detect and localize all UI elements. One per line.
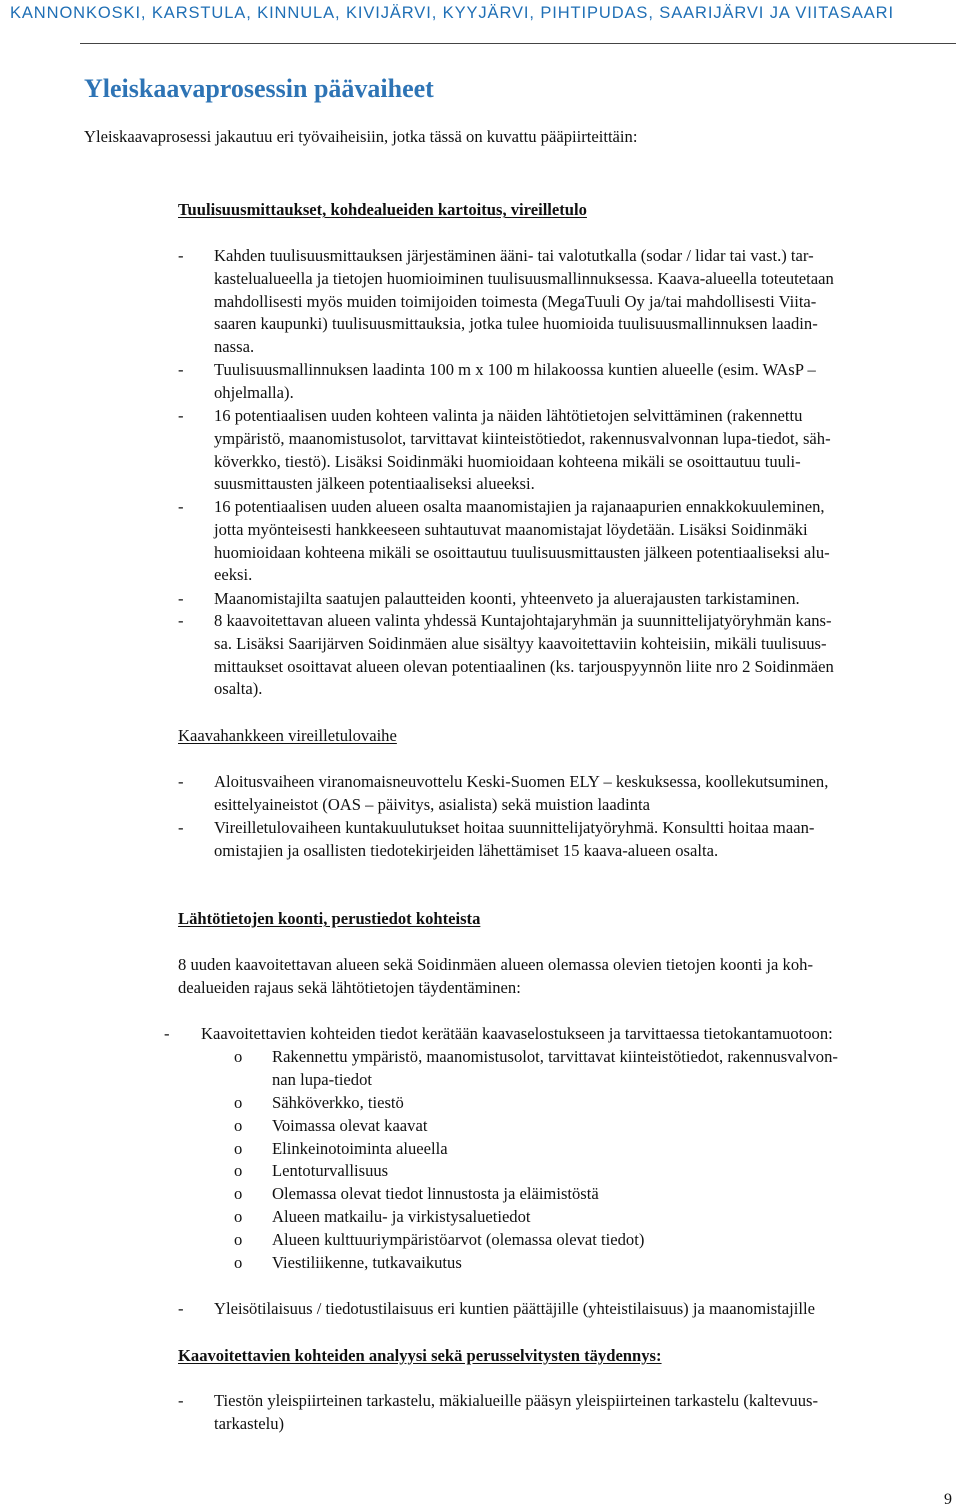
- sub-list-item-text: Alueen kulttuuriympäristöarvot (olemassa olevat tiedot): [272, 1230, 645, 1249]
- list-item-text: Kaavoitettavien kohteiden tiedot kerätään kaavaselostukseen ja tarvittaessa tietokantamuotoon:: [201, 1024, 833, 1043]
- section-heading-initiation: Kaavahankkeen vireilletulovaihe: [178, 726, 397, 745]
- text-line: nassa.: [214, 337, 255, 357]
- text-line: suusmittausten jälkeen potentiaaliseksi alueeksi.: [214, 474, 535, 494]
- sub-list-item: [234, 1206, 954, 1229]
- text-line: huomioidaan kohteena mikäli se osoittautuu tuulisuusmittausten jälkeen potentiaaliseksi alu-: [214, 542, 830, 562]
- section-heading-measurements: Tuulisuusmittaukset, kohdealueiden kartoitus, vireilletulo: [178, 200, 587, 219]
- header-divider: [80, 43, 956, 44]
- list-item: [164, 1023, 960, 1046]
- text-line: omistajien ja osallisten tiedotekirjeiden lähettämiset 15 kaava-alueen osalta.: [214, 840, 719, 860]
- sub-list-item: [234, 1160, 954, 1183]
- list-item: [178, 610, 958, 701]
- list-item: [178, 1298, 958, 1321]
- text-line: ympäristö, maanomistusolot, tarvittavat kiinteistötiedot, rakennusvalvonnan lupa-tiedot, säh-: [214, 428, 831, 448]
- text-line: sa. Lisäksi Saarijärven Soidinmäen alue sisältyy kaavoitettaviin kohteisiin, mikäli tuulisuus-: [214, 633, 827, 653]
- section-heading-analysis: Kaavoitettavien kohteiden analyysi sekä perusselvitysten täydennys:: [178, 1346, 662, 1365]
- sub-list-item-text: Olemassa olevat tiedot linnustosta ja eläimistöstä: [272, 1184, 599, 1203]
- text-line: 8 kaavoitettavan alueen valinta yhdessä Kuntajohtajaryhmän ja suunnittelijatyöryhmän kans-: [214, 611, 832, 630]
- text-line: 8 uuden kaavoitettavan alueen sekä Soidinmäen alueen olemassa olevien tietojen koonti ja koh-: [178, 955, 813, 974]
- sub-list-item-text: [272, 1046, 954, 1092]
- text-line: osalta).: [214, 679, 263, 699]
- list-item: [178, 359, 958, 405]
- list-item-text: [214, 245, 958, 359]
- bullet-marker: o: [234, 1139, 243, 1158]
- text-line: Tuulisuusmallinnuksen laadinta 100 m x 100 m hilakoossa kuntien alueelle (esim. WAsP –: [214, 360, 816, 379]
- text-line: Kahden tuulisuusmittauksen järjestäminen ääni- tai valotutkalla (sodar / lidar tai vast.) tar-: [214, 246, 814, 265]
- bullet-marker: o: [234, 1207, 243, 1226]
- sub-list-item-text: Elinkeinotoiminta alueella: [272, 1139, 448, 1158]
- intro-paragraph: Yleiskaavaprosessi jakautuu eri työvaiheisiin, jotka tässä on kuvattu pääpiirteittäin:: [84, 127, 638, 146]
- dash-marker: -: [178, 772, 184, 791]
- dash-marker: -: [178, 611, 184, 630]
- sub-list-item: [234, 1183, 954, 1206]
- text-line: Aloitusvaiheen viranomaisneuvottelu Keski-Suomen ELY – keskuksessa, koollekutsuminen,: [214, 772, 829, 791]
- dash-marker: -: [178, 497, 184, 516]
- dash-marker: -: [178, 246, 184, 265]
- text-line: kastelualueella ja tietojen huomioiminen tuulisuusmallinnuksessa. Kaava-alueella toteutetaan: [214, 268, 834, 288]
- sub-list-item-text: Alueen matkailu- ja virkistysaluetiedot: [272, 1207, 531, 1226]
- dash-marker: -: [178, 360, 184, 379]
- list-item-text: [214, 771, 958, 817]
- sub-list-item: [234, 1138, 954, 1161]
- sub-list-item: [234, 1092, 954, 1115]
- list-item-text: [214, 588, 958, 611]
- dash-marker: -: [178, 589, 184, 608]
- sub-list-item: [234, 1115, 954, 1138]
- text-line: eeksi.: [214, 565, 253, 585]
- text-line: dealueiden rajaus sekä lähtötietojen täydentäminen:: [178, 977, 521, 997]
- bullet-marker: o: [234, 1230, 243, 1249]
- list-item-text: [214, 359, 958, 405]
- dash-marker: -: [178, 1391, 184, 1410]
- sub-list-item: [234, 1229, 954, 1252]
- list-item-text: [214, 1390, 958, 1436]
- bullet-marker: o: [234, 1253, 243, 1272]
- dash-marker: -: [164, 1024, 170, 1043]
- sub-list-item: [234, 1252, 954, 1275]
- list-item: [178, 771, 958, 817]
- bullet-marker: o: [234, 1093, 243, 1112]
- bullet-marker: o: [234, 1184, 243, 1203]
- text-line: Tiestön yleispiirteinen tarkastelu, mäkialueille pääsyn yleispiirteinen tarkastelu (kaltevuus-: [214, 1391, 818, 1410]
- text-line: tarkastelu): [214, 1413, 285, 1433]
- list-item: [178, 588, 958, 611]
- section-paragraph: [178, 954, 958, 1000]
- bullet-marker: o: [234, 1047, 243, 1066]
- page-title: Yleiskaavaprosessin päävaiheet: [84, 74, 434, 103]
- list-item: [178, 817, 958, 863]
- section-heading-baseline-data: Lähtötietojen koonti, perustiedot kohteista: [178, 909, 481, 928]
- dash-marker: -: [178, 818, 184, 837]
- text-line: mittaukset osoittavat alueen olevan potentiaalinen (ks. tarjouspyynnön liite nro 2 Soidinmäen: [214, 656, 834, 676]
- text-line: nan lupa-tiedot: [272, 1069, 372, 1089]
- dash-marker: -: [178, 1299, 184, 1318]
- list-item: [178, 245, 958, 359]
- list-item-text: [214, 610, 958, 701]
- sub-list-item-text: Lentoturvallisuus: [272, 1161, 389, 1180]
- text-line: Maanomistajilta saatujen palautteiden koonti, yhteenveto ja aluerajausten tarkistaminen.: [214, 589, 800, 608]
- text-line: mahdollisesti myös muiden toimijoiden toimesta (MegaTuuli Oy ja/tai mahdollisesti Viita-: [214, 291, 817, 311]
- text-line: Rakennettu ympäristö, maanomistusolot, tarvittavat kiinteistötiedot, rakennusvalvon-: [272, 1047, 838, 1066]
- list-item-text: [214, 405, 958, 496]
- page-number: 9: [944, 1491, 952, 1508]
- list-item: [178, 1390, 958, 1436]
- text-line: jotta myönteisesti hankkeeseen suhtautuvat maanomistajat löydetään. Lisäksi Soidinmäki: [214, 519, 808, 539]
- sub-list-item-text: Sähköverkko, tiestö: [272, 1093, 404, 1112]
- text-line: köverkko, tiestö). Lisäksi Soidinmäki huomioidaan kohteena mikäli se osoittautuu tuuli-: [214, 451, 801, 471]
- text-line: 16 potentiaalisen uuden kohteen valinta ja näiden lähtötietojen selvittäminen (rakennettu: [214, 406, 803, 425]
- list-item: [178, 405, 958, 496]
- document-header: KANNONKOSKI, KARSTULA, KINNULA, KIVIJÄRVI, KYYJÄRVI, PIHTIPUDAS, SAARIJÄRVI JA VIITASAARI: [10, 4, 894, 22]
- bullet-marker: o: [234, 1116, 243, 1135]
- list-item-text: [214, 496, 958, 587]
- dash-marker: -: [178, 406, 184, 425]
- sub-list-item: [234, 1046, 954, 1092]
- text-line: Vireilletulovaiheen kuntakuulutukset hoitaa suunnittelijatyöryhmä. Konsultti hoitaa maan-: [214, 818, 815, 837]
- list-item: [178, 496, 958, 587]
- sub-list-item-text: Voimassa olevat kaavat: [272, 1116, 428, 1135]
- list-item-text: Yleisötilaisuus / tiedotustilaisuus eri kuntien päättäjille (yhteistilaisuus) ja maanomistajille: [214, 1299, 815, 1318]
- sub-list-item-text: Viestiliikenne, tutkavaikutus: [272, 1253, 462, 1272]
- text-line: saaren kaupunki) tuulisuusmittauksia, jotka tulee huomioida tuulisuusmallinnuksen laadin-: [214, 314, 818, 334]
- text-line: esittelyaineistot (OAS – päivitys, asialista) sekä muistion laadinta: [214, 794, 650, 814]
- list-item-text: [214, 817, 958, 863]
- bullet-marker: o: [234, 1161, 243, 1180]
- text-line: ohjelmalla).: [214, 382, 294, 402]
- text-line: 16 potentiaalisen uuden alueen osalta maanomistajien ja rajanaapurien ennakkokuuleminen,: [214, 497, 825, 516]
